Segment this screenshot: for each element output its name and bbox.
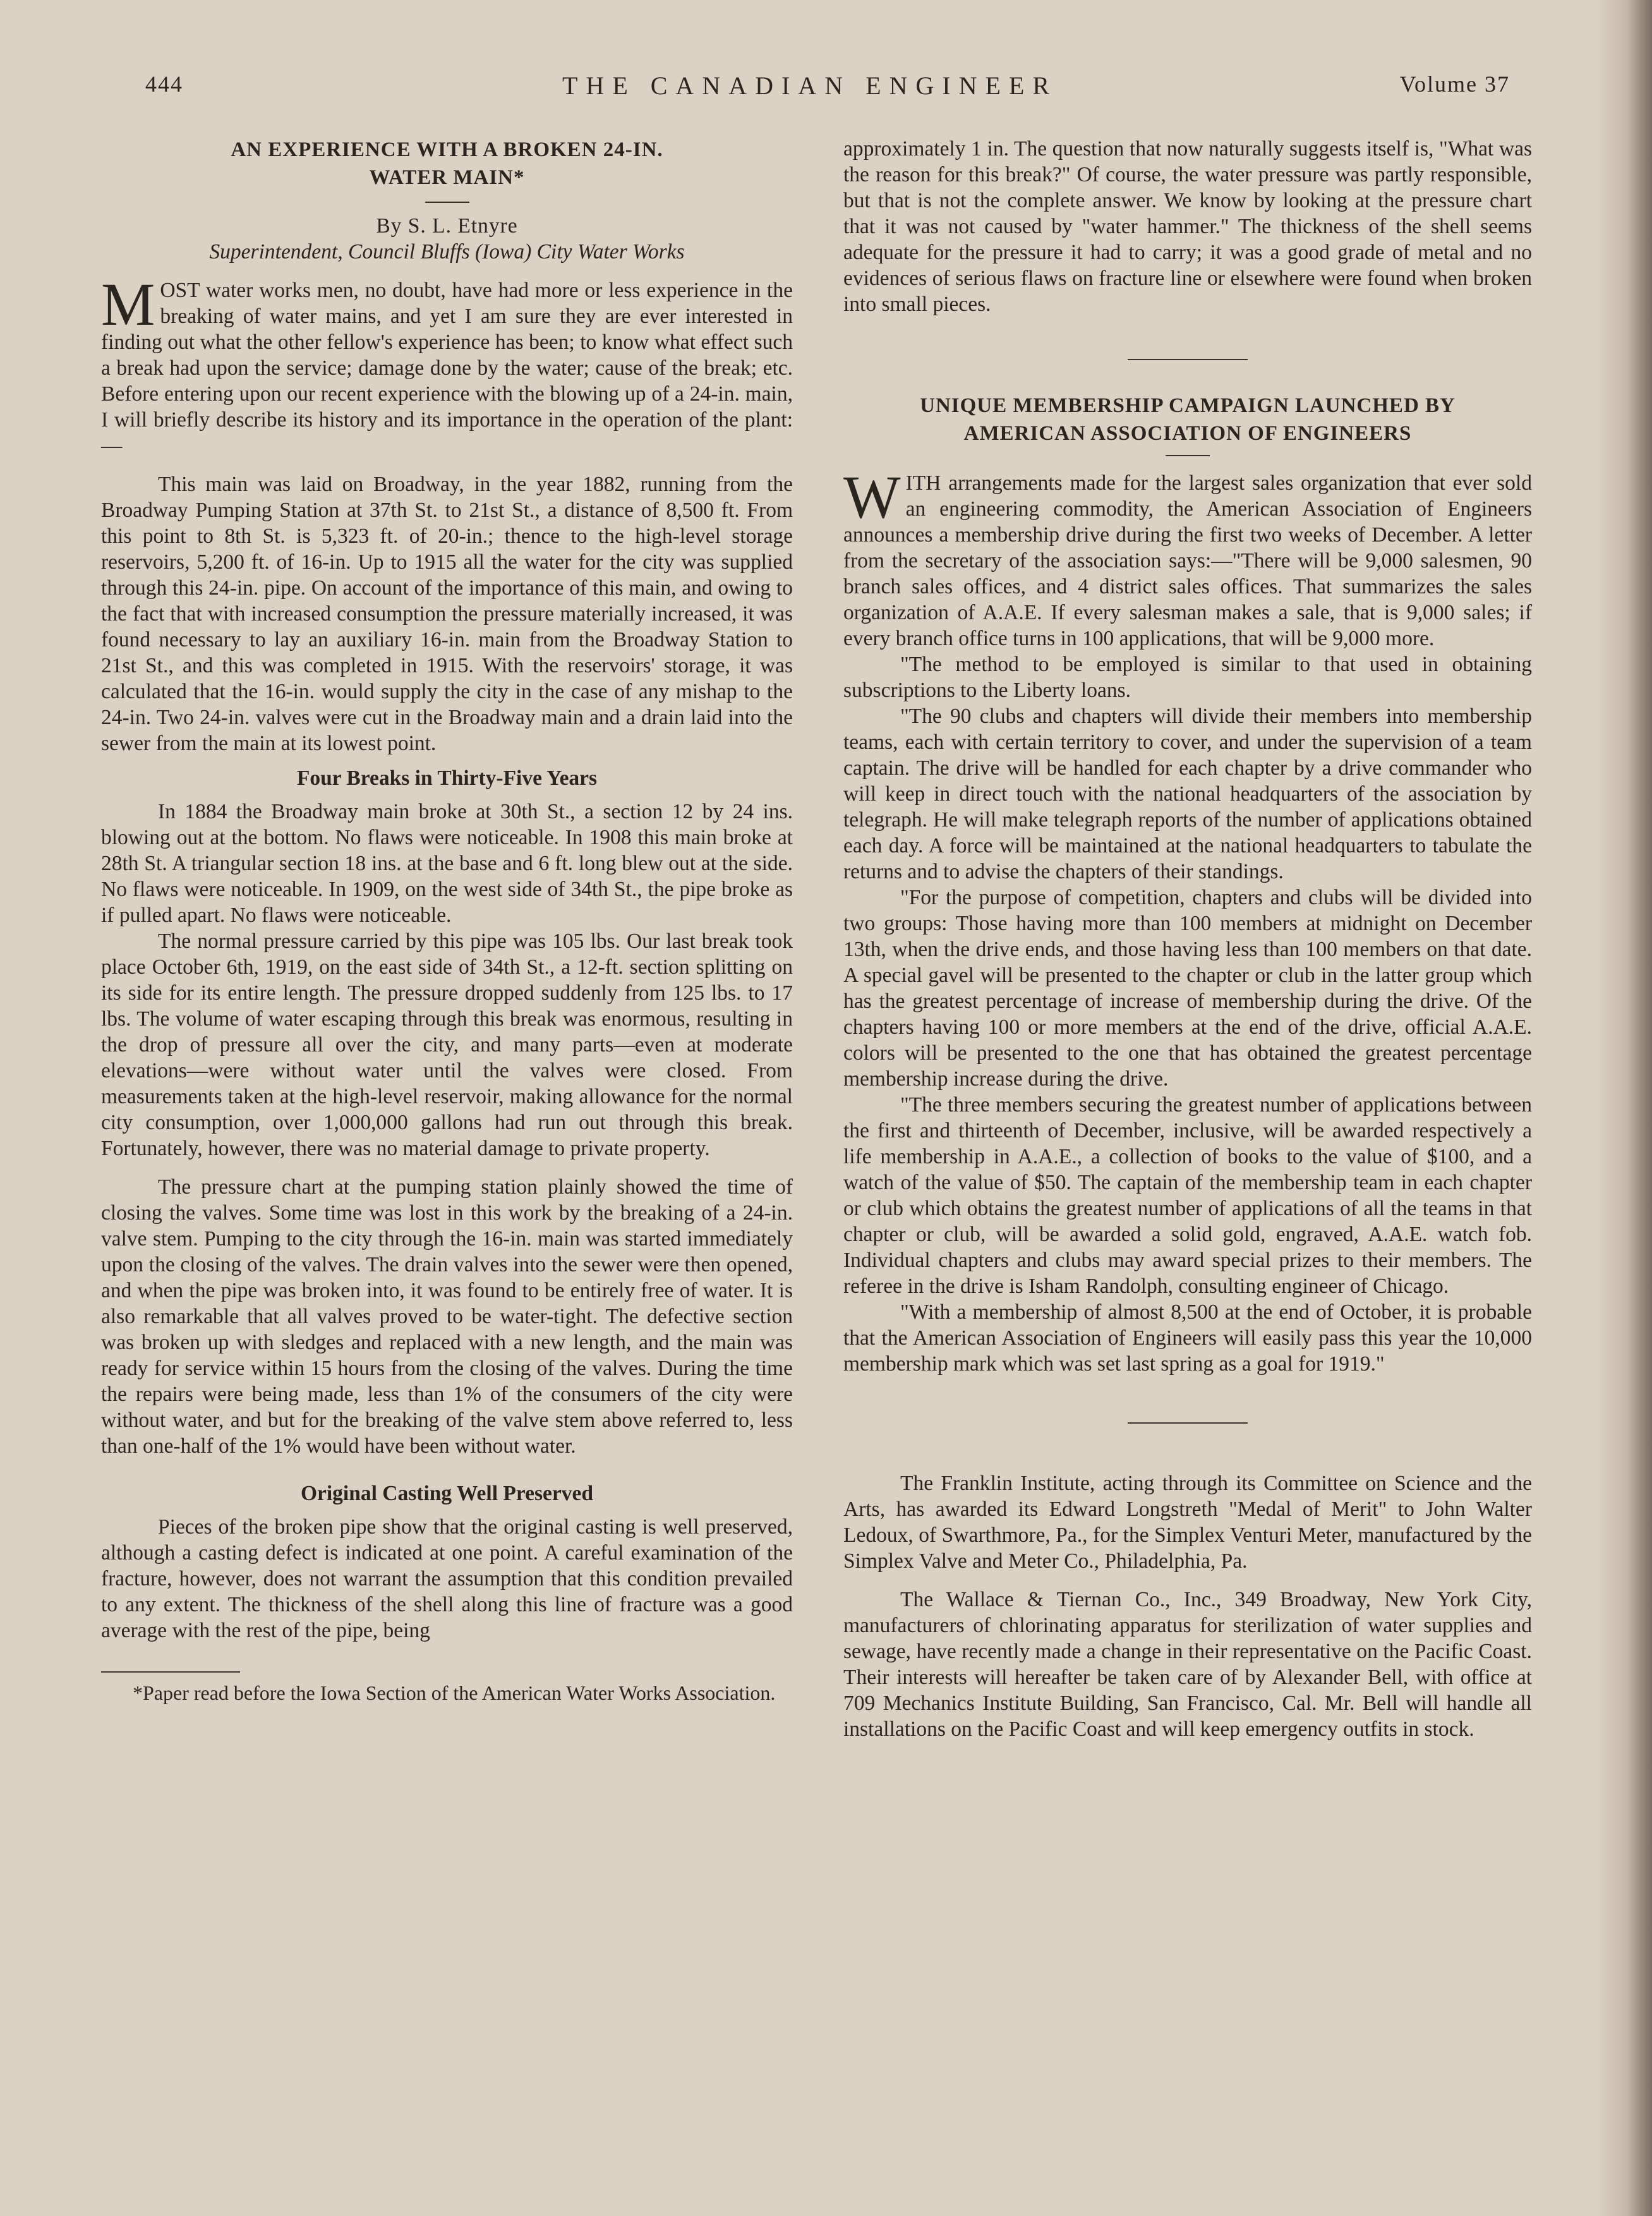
section-rule [1128,359,1248,360]
paragraph-campaign-intro: WITH arrangements made for the largest sales organization that ever sold an engineering commodity, the American Association of Engineers announces a membership drive during the first two weeks of December. A letter from the secretary of the association says:—"There will be 9,000 salesmen, 90 branch sales offices, and 4 district sales offices. That summarizes the sales organization of A.A.E. If every salesman makes a sale, that is 9,000 sales; if every branch office turns in 100 applications, that will be 9,000 more. [843,463,1532,650]
paragraph-wallace-tiernan: The Wallace & Tiernan Co., Inc., 349 Broadway, New York City, manufacturers of chlorinating apparatus for sterilization of water supplies and sewage, have recently made a change in their representative on the Pacific Coast. Their interests will hereafter be taken care of by Alexander Bell, with office at 709 Mechanics Institute Building, San Francisco, Cal. Mr. Bell will handle all installations on the Pacific Coast and will keep emergency outfits in stock. [843,1588,1532,1741]
footnote: *Paper read before the Iowa Section of the American Water Works Association. [133,1681,776,1704]
paragraph-pressure-chart: The pressure chart at the pumping station plainly showed the time of closing the valves. Some time was lost in this work by the breaking of a 24-in. valve stem. Pumping to the city through the 16-in. main was started immediately upon the closing of the valves. The drain valves into the sewer were then opened, and when the pipe was broken into, it was found to be entirely free of water. It is also remarkable that all valves proved to be water-tight. The defective section was broken up with sledges and replaced with a new length, and the main was ready for service within 15 hours from the closing of the valves. During the time the repairs were being made, less than 1% of the consumers of the city were without water, and but for the breaking of the valve stem above referred to, less than one-half of the 1% would have been without water. [101,1175,793,1458]
article-title-line-2: WATER MAIN* [369,166,525,189]
paragraph-pressure: The normal pressure carried by this pipe was 105 lbs. Our last break took place October 6th, 1919, on the east side of 34th St., a 12-ft. section splitting on its side for its entire length. The pressure dropped suddenly from 125 lbs. to 17 lbs. The volume of water escaping through this break was enormous, resulting in the drop of pressure all over the city, and many parts—even at moderate elevations—were without water until the valves were closed. From measurements taken at the high-level reservoir, making allowance for the normal city consumption, over 1,000,000 gallons had run out through this break. Fortunately, however, there was no material damage to private property. [101,929,793,1160]
paragraph-membership-goal: "With a membership of almost 8,500 at the end of October, it is probable that the American Association of Engineers will easily pass this year the 10,000 membership mark which was set last spring as a goal for 1919." [843,1300,1532,1376]
paragraph-history: This main was laid on Broadway, in the year 1882, running from the Broadway Pumping Station at 37th St. to 21st St., a distance of 8,500 ft. From this point to 8th St. is 5,323 ft. of 20-in.; thence to the high-level storage reservoirs, 5,200 ft. of 16-in. Up to 1915 all the water for the city was supplied through this 24-in. pipe. On account of the importance of this main, and owing to the fact that with increased consumption the pressure materially increased, it was found necessary to lay an auxiliary 16-in. main from the Broadway Station to 21st St., and this was completed in 1915. With the reservoirs' storage, it was calculated that the 16-in. would supply the city in the case of any mishap to the 24-in. Two 24-in. valves were cut in the Broadway main and a drain laid into the sewer from the main at its lowest point. [101,473,793,755]
title-rule-2 [1166,455,1210,456]
title-rule [425,202,469,203]
paragraph-competition: "For the purpose of competition, chapters and clubs will be divided into two groups: Those having more than 100 members at midnight on December 13th, when the drive ends, and those having less than 100 members on that date. A special gavel will be presented to the chapter or club in the latter group which has the greatest percentage of increase of membership during the drive. Of the chapters having 100 or more members at the end of the drive, official A.A.E. colors will be presented to the one that has obtained the greatest percentage membership increase during the drive. [843,886,1532,1091]
left-column [101,136,793,1705]
article-title-line-1: AN EXPERIENCE WITH A BROKEN 24-IN. [231,138,663,161]
volume-label: Volume 37 [1399,71,1510,97]
journal-title: THE CANADIAN ENGINEER [562,71,1058,100]
page-number: 444 [145,71,183,97]
paragraph-teams: "The 90 clubs and chapters will divide their members into membership teams, each with certain territory to cover, and under the supervision of a team captain. The drive will be handled for each chapter by a drive commander who will keep in direct touch with the national headquarters of the association by telegraph. He will make telegraph reports of the number of applications obtained each day. A force will be maintained at the national headquarters to tabulate the returns and to advise the chapters of their standings. [843,705,1532,883]
running-head [145,71,1510,109]
paragraph-prizes: "The three members securing the greatest number of applications between the first and thirteenth of December, inclusive, will be awarded respectively a life membership in A.A.E., a collection of books to the value of $100, and a watch of the value of $50. The captain of the membership team in each chapter or club which obtains the greatest number of applications of all the teams in that chapter or club, will be awarded a solid gold, engraved, A.A.E. watch fob. Individual chapters and clubs may award special prizes to their members. The referee in the drive is Isham Randolph, consulting engineer of Chicago. [843,1093,1532,1298]
paragraph-casting: Pieces of the broken pipe show that the original casting is well preserved, although a casting defect is indicated at one point. A careful examination of the fracture, however, does not warrant the assumption that this condition prevailed to any extent. The thickness of the shell along this line of fracture was a good average with the rest of the pipe, being [101,1515,793,1642]
paragraph-continued: approximately 1 in. The question that now naturally suggests itself is, "What was the reason for this break?" Of course, the water pressure was partly responsible, but that is not the complete answer. We know by looking at the pressure chart that it was not caused by "water hammer." The thickness of the shell seems adequate for the pressure it had to carry; it was a good grade of metal and no evidences of serious flaws on fracture line or elsewhere were found when broken into small pieces. [843,137,1532,316]
paragraph-intro: MOST water works men, no doubt, have had more or less experience in the breaking of water mains, and yet I am sure they are ever interested in finding out what the other fellow's experience has been; to know what effect such a break had upon the service; damage done by the water; cause of the break; etc. Before entering upon our recent experience with the blowing up of a 24-in. main, I will briefly describe its history and its importance in the operation of the plant:— [101,270,793,457]
paragraph-breaks: In 1884 the Broadway main broke at 30th St., a section 12 by 24 ins. blowing out at the bottom. No flaws were noticeable. In 1908 this main broke at 28th St. A triangular section 18 ins. at the base and 6 ft. long blew out at the side. No flaws were noticeable. In 1909, on the west side of 34th St., the pipe broke as if pulled apart. No flaws were noticeable. [101,800,793,927]
byline: By S. L. Etnyre [376,214,518,238]
footnote-rule [101,1671,240,1673]
article2-title-line-2: AMERICAN ASSOCIATION OF ENGINEERS [963,422,1412,445]
subheading-four-breaks: Four Breaks in Thirty-Five Years [296,766,598,790]
subheading-casting: Original Casting Well Preserved [300,1482,594,1505]
author-affiliation: Superintendent, Council Bluffs (Iowa) City Water Works [209,240,685,263]
article2-title-line-1: UNIQUE MEMBERSHIP CAMPAIGN LAUNCHED BY [920,394,1456,417]
section-rule-2 [1128,1422,1248,1424]
article-title [101,136,793,191]
paragraph-method: "The method to be employed is similar to that used in obtaining subscriptions to the Liberty loans. [843,653,1532,702]
book-spine-shadow [1595,0,1652,2216]
paragraph-franklin-institute: The Franklin Institute, acting through its Committee on Science and the Arts, has awarded its Edward Longstreth "Medal of Merit" to John Walter Ledoux, of Swarthmore, Pa., for the Simplex Venturi Meter, manufactured by the Simplex Valve and Meter Co., Philadelphia, Pa. [843,1472,1532,1573]
article2-title [843,392,1532,447]
right-column [843,136,1532,1742]
